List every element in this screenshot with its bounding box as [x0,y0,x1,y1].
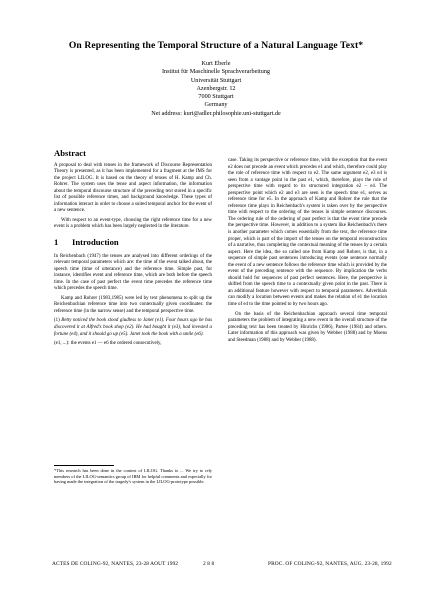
intro-paragraph: In Reichenbach (1947) the tenses are analysed into different orderings of the relevant temporal parameters which are: the time of the event talked about, the speech time (time of utterance) and the reference time. Simple past, for instance, identifies event and reference time, which are both before the speech time. In the case of past perfect the event time precedes the reference time which precedes the speech time. [54,253,212,292]
author-name: Kurt Eberle [201,60,231,67]
footnote-rule [54,465,114,466]
affiliation-line: Azenbergstr. 12 [196,84,236,92]
affiliation-line: Germany [204,101,228,109]
abstract-heading: Abstract [54,148,86,158]
affiliation-line: Universität Stuttgart [190,76,242,84]
footnote: *This research has been done in the context of LILOG. Thanks to ... We try to rely members of the LILOG-semantics group of IBM for helpful comments and especially for having made the integration of the tragedy's system in the LILOG-prototype possible. [54,468,212,485]
example-1 [54,318,212,338]
abstract-paragraph: With respect to an event-type, choosing the right reference time for a new event is a problem which has been largely neglected in the literature. [54,217,212,230]
example-label: (1) [54,318,60,324]
net-address: Net address: kurt@adler.philosophie.uni-stuttgart.de [151,109,281,117]
paper-title: On Representing the Temporal Structure of a Natural Language Text* [68,40,364,51]
body-paragraph: case. Taking its perspective or reference time, with the exception that the event e2 does not precede an event which precedes e1 and which, therefore could play the role of reference time with respect to e2. The same argument e2, e3 e4 is seen from a vantage point in the past e1, which, therefore, plays the role of perspective time with regard to its structured integration e2 – e4. The perspective point which e2 and e3 are seen is the speech time e1, serves as reference time for e5. In the approach of Kamp and Rohrer the rule that the reference time plays in Reichenbach's system is taken over by the perspective time with respect to the ordering of the tenses in simple sentence discourses. The ordering rule of the ordering of past perfect is that the event time precede the perspective time. However, in addition to a system like Reichenbach's there is another parameter which comes essentially from the text, the reference time proper, which is part of the import of the tenses on the temporal reconstruction of a narrative, thus completing the contextual meaning of the tenses by a certain aspect. Here the idea, the so called one from Kamp and Rohrer, is that, in a sequence of simple past sentences introducing events (one sentence normally the event of a new sentence follows the reference time which is provided by the event of the preceding sentence with the sequence. By implication the verbs should hold for sequences of past perfect sentences. Here, the perspective is shifted from the speech time to a contextually given point in the past. There is an additional feature however with respect to temporal parameters. Adverbials can modify a location between events and makes the relation of e1 the location time of e4 to the time pointed to by two hours ago. [228,158,387,308]
page-number: 2 8 8 [203,561,215,567]
section-number: 1 [54,237,59,248]
abstract-paragraph: A proposal to deal with tenses in the framework of Discourse Representation Theory is presented, as it has been implemented for a fragment at the IMS for the project LILOG. It is based on the theory of tenses of H. Kamp and Ch. Rohrer. The system uses the tense and aspect information, the information about the temporal discourse structure of the preceding text stored in a specific list of possible reference times, and background knowledge. These types of information interact in order to choose a suited temporal anchor for the event of a new sentence. [54,162,212,214]
example-formula: (e1, ...): the events e1 — e6 the ordered consecutively, [54,341,162,347]
affiliation-line: Institut für Maschinelle Sprachverarbeitung [161,68,271,76]
section-heading-introduction [54,239,212,246]
section-title: Introduction [72,237,119,248]
footer-right: PROC. OF COLING-92, NANTES, AUG. 23-28, 1992 [268,561,392,567]
intro-paragraph: Kamp and Rohrer (1983,1985) were led by text phenomena to split up the Reichenbachian reference time into two contextually given coordinates: the reference time (in the narrow sense) and the temporal perspective time. [54,295,212,314]
affiliation-line: 7000 Stuttgart [198,93,234,101]
right-column [228,158,387,347]
footer-left: ACTES DE COLING-92, NANTES, 23-28 AOUT 1992 [52,561,179,567]
author-block [0,60,432,118]
body-paragraph: On the basis of the Reichenbachian approach several time temporal parameters the problem of integrating a new event in the overall structure of the preceding text has been treated by Hinrichs (1986), Partee (1984) and others. Later information of this approach was given by Webber (1988) and by Moens and Steedman (1988) and by Webber (1988). [228,311,387,343]
left-column [54,150,212,351]
example-text: Betty noticed the book stood giudless to Janet (e1). Four hours ago he has discovered it at Alfred's book shop (e2). He had bought it (e3), had invested a fortune (e4), and it should go up (e5). Janet took the book with a smile (e6). [54,318,212,337]
